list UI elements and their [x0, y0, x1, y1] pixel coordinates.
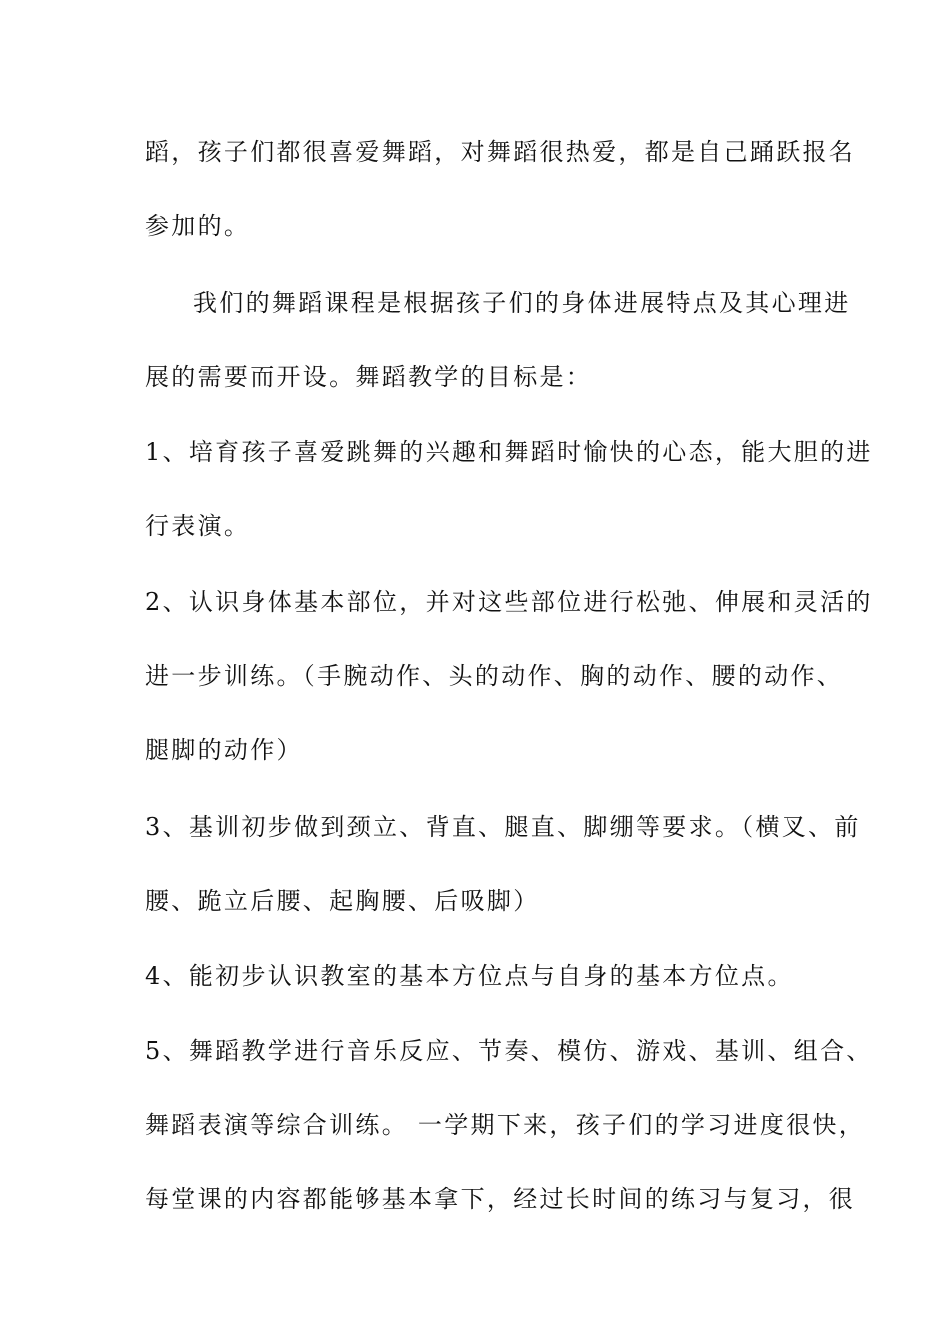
list-item-3: 3、基训初步做到颈立、背直、腿直、脚绷等要求。（横叉、前: [145, 813, 861, 841]
text-line: 每堂课的内容都能够基本拿下，经过长时间的练习与复习，很: [145, 1185, 856, 1213]
text-line: 舞蹈表演等综合训练。 一学期下来，孩子们的学习进度很快，: [145, 1111, 866, 1139]
text-line: 蹈，孩子们都很喜爱舞蹈，对舞蹈很热爱，都是自己踊跃报名: [145, 138, 856, 166]
list-item-1: 1、培育孩子喜爱跳舞的兴趣和舞蹈时愉快的心态，能大胆的进: [145, 438, 873, 466]
text-line: 腰、跪立后腰、起胸腰、后吸脚）: [145, 887, 540, 915]
text-line: 腿脚的动作）: [145, 736, 303, 764]
paragraph-start-line: 我们的舞蹈课程是根据孩子们的身体进展特点及其心理进: [193, 289, 851, 317]
list-item-2: 2、认识身体基本部位，并对这些部位进行松弛、伸展和灵活的: [145, 588, 873, 616]
text-line: 展的需要而开设。舞蹈教学的目标是：: [145, 363, 593, 391]
text-line: 行表演。: [145, 512, 251, 540]
text-line: 参加的。: [145, 212, 251, 240]
list-item-5: 5、舞蹈教学进行音乐反应、节奏、模仿、游戏、基训、组合、: [145, 1037, 873, 1065]
list-item-4: 4、能初步认识教室的基本方位点与自身的基本方位点。: [145, 962, 794, 990]
text-line: 进一步训练。（手腕动作、头的动作、胸的动作、腰的动作、: [145, 662, 844, 690]
